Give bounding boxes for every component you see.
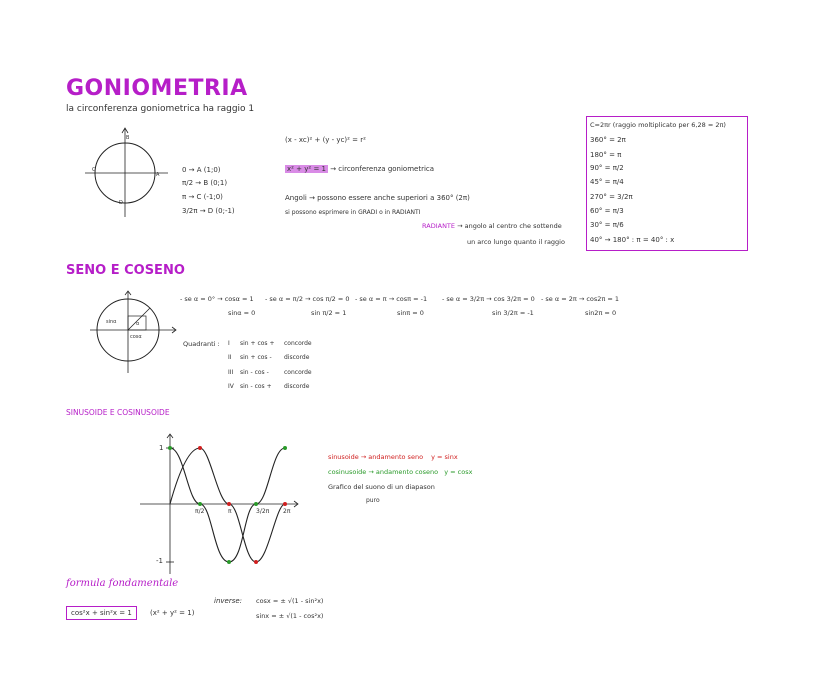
label-c: C: [92, 167, 96, 173]
quadrante-1-num: I: [228, 340, 230, 347]
angles-line-1: Angoli → possono essere anche superiori a 360° (2π): [285, 194, 470, 202]
sin-cos-circle-diagram: [88, 285, 178, 375]
case-3-bottom: sin 3/2π = -1: [492, 309, 534, 317]
unit-equation: x² + y² = 1: [287, 165, 326, 173]
diapason-note-2: puro: [366, 497, 380, 504]
quadrante-4-num: IV: [228, 383, 234, 390]
section-heading-formula: formula fondamentale: [66, 578, 179, 589]
legend-cosinusoide: [328, 468, 472, 476]
point-c: π → C (-1;0): [182, 193, 223, 201]
conversion-line-3: 90° = π/2: [590, 164, 624, 172]
case-2-top: - se α = π → cosπ = -1: [355, 295, 428, 303]
page-title: GONIOMETRIA: [66, 76, 248, 101]
cos-label: cosα: [130, 334, 142, 340]
legend-cosinusoide-fn: y = cosx: [444, 468, 473, 476]
quadrante-4-signs: sin - cos +: [240, 383, 272, 390]
conversion-line-0: C=2πr (raggio moltiplicato per 6,28 = 2π): [590, 121, 726, 129]
quadranti-label: Quadranti :: [183, 340, 220, 348]
quadrante-3-signs: sin - cos -: [240, 369, 269, 376]
circle-equation: (x - xc)² + (y - yc)² = r²: [285, 136, 366, 144]
formula-paren: (x² + y² = 1): [150, 609, 195, 617]
legend-sinusoide-fn: y = sinx: [431, 453, 458, 461]
legend-sinusoide-text: sinusoide → andamento seno: [328, 453, 424, 461]
quadrante-2-signs: sin + cos -: [240, 354, 272, 361]
unit-equation-label: → circonferenza goniometrica: [330, 165, 435, 173]
unit-equation-row: [285, 165, 434, 173]
y-top-label: 1: [159, 444, 164, 452]
x-tick-pi: π: [228, 508, 232, 515]
label-b: B: [126, 135, 130, 141]
formula-main: cos²x + sin²x = 1: [66, 606, 137, 620]
quadrante-4-desc: discorde: [284, 383, 310, 390]
case-0-top: - se α = 0° → cosα = 1: [180, 295, 254, 303]
radiante-def-2: un arco lungo quanto il raggio: [467, 238, 565, 246]
case-1-bottom: sin π/2 = 1: [311, 309, 347, 317]
alpha-label: α: [136, 321, 140, 327]
case-0-bottom: sinα = 0: [228, 309, 256, 317]
subtitle: la circonferenza goniometrica ha raggio 1: [66, 104, 255, 114]
point-b: π/2 → B (0;1): [182, 179, 228, 187]
sine-cosine-graph: [140, 428, 310, 578]
case-2-bottom: sinπ = 0: [397, 309, 424, 317]
case-3-top: - se α = 3/2π → cos 3/2π = 0: [442, 295, 535, 303]
x-tick-3-2-pi: 3/2π: [256, 508, 270, 515]
legend-cosinusoide-text: cosinusoide → andamento coseno: [328, 468, 439, 476]
conversion-line-1: 360° = 2π: [590, 136, 626, 144]
inverse-label: inverse:: [214, 597, 243, 605]
conversion-line-4: 45° = π/4: [590, 178, 624, 186]
x-tick-2pi: 2π: [283, 508, 291, 515]
quadrante-3-desc: concorde: [284, 369, 312, 376]
radiante-def-1: → angolo al centro che sottende: [457, 222, 562, 230]
section-heading-seno-coseno: SENO E COSENO: [66, 263, 185, 278]
quadrante-3-num: III: [228, 369, 234, 376]
conversion-line-2: 180° = π: [590, 151, 622, 159]
case-4-bottom: sin2π = 0: [585, 309, 617, 317]
inverse-sin: sinx = ± √(1 - cos²x): [256, 612, 324, 620]
legend-sinusoide: [328, 453, 458, 461]
quadrante-2-num: II: [228, 354, 232, 361]
conversion-line-6: 60° = π/3: [590, 207, 624, 215]
conversion-line-7: 30° = π/6: [590, 221, 624, 229]
conversion-line-5: 270° = 3/2π: [590, 193, 633, 201]
quadrante-1-signs: sin + cos +: [240, 340, 275, 347]
x-tick-pi-half: π/2: [195, 508, 205, 515]
section-heading-sinusoide: SINUSOIDE E COSINUSOIDE: [66, 408, 170, 417]
y-bottom-label: -1: [156, 557, 163, 565]
label-d: D: [119, 200, 123, 206]
point-d: 3/2π → D (0;-1): [182, 207, 235, 215]
radiante-word: RADIANTE: [422, 222, 456, 230]
quadrante-1-desc: concorde: [284, 340, 312, 347]
radiante-row: [422, 222, 562, 230]
angles-line-2: si possono esprimere in GRADI o in RADIANTI: [285, 209, 421, 216]
case-4-top: - se α = 2π → cos2π = 1: [541, 295, 620, 303]
case-1-top: - se α = π/2 → cos π/2 = 0: [265, 295, 350, 303]
diapason-note: Grafico del suono di un diapason: [328, 483, 435, 491]
quadrante-2-desc: discorde: [284, 354, 310, 361]
point-a: 0 → A (1;0): [182, 166, 221, 174]
inverse-cos: cosx = ± √(1 - sin²x): [256, 597, 324, 605]
label-a: A: [156, 172, 160, 178]
conversion-line-8: 40° → 180° : π = 40° : x: [590, 236, 675, 244]
sin-label: sinα: [106, 319, 117, 325]
